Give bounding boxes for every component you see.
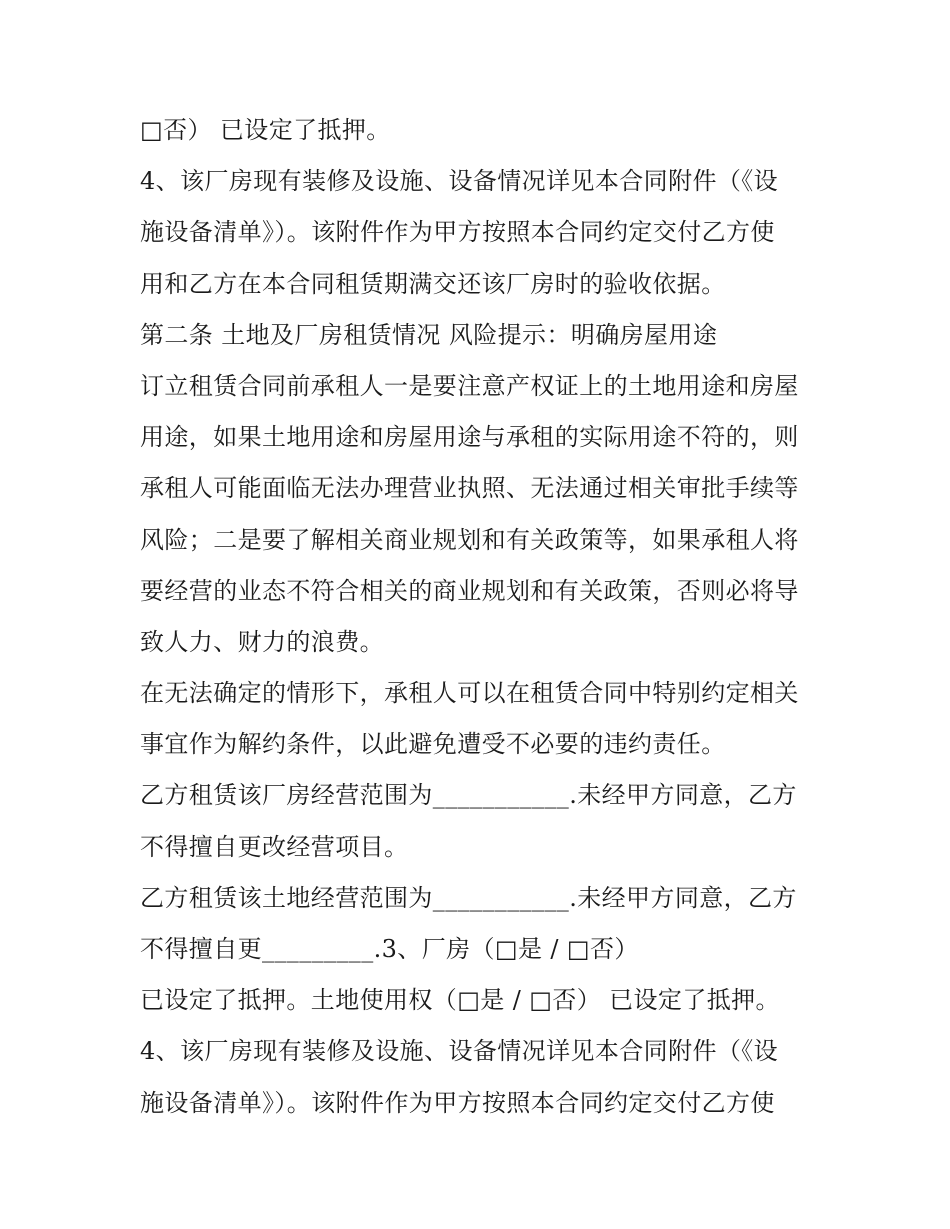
text-line: 4、该厂房现有装修及设施、设备情况详见本合同附件（《设 <box>140 1037 779 1066</box>
text-line: 事宜作为解约条件，以此避免遭受不必要的违约责任。 <box>140 730 726 759</box>
text-line: 不得擅自更_________.3、厂房（□是 / □否） <box>140 935 639 963</box>
section-heading: 第二条 土地及厂房租赁情况 风险提示：明确房屋用途 <box>140 320 718 349</box>
text-line: 订立租赁合同前承租人一是要注意产权证上的土地用途和房屋 <box>140 371 799 400</box>
text-line: 乙方租赁该厂房经营范围为___________.未经甲方同意，乙方 <box>140 781 797 810</box>
text-line: 用途，如果土地用途和房屋用途与承租的实际用途不符的，则 <box>140 423 799 452</box>
text-line: 用和乙方在本合同租赁期满交还该厂房时的验收依据。 <box>140 269 726 298</box>
text-line: 要经营的业态不符合相关的商业规划和有关政策，否则必将导 <box>140 576 799 605</box>
document-body <box>140 105 820 1129</box>
text-line: □否） 已设定了抵押。 <box>140 116 391 144</box>
text-line: 乙方租赁该土地经营范围为___________.未经甲方同意，乙方 <box>140 883 797 912</box>
text-line: 在无法确定的情形下，承租人可以在租赁合同中特别约定相关 <box>140 679 799 708</box>
text-line: 施设备清单》）。该附件作为甲方按照本合同约定交付乙方使 <box>140 1088 775 1117</box>
text-line: 承租人可能面临无法办理营业执照、无法通过相关审批手续等 <box>140 474 799 503</box>
text-line: 施设备清单》）。该附件作为甲方按照本合同约定交付乙方使 <box>140 218 775 247</box>
text-line: 不得擅自更改经营项目。 <box>140 832 409 861</box>
text-line: 风险；二是要了解相关商业规划和有关政策等，如果承租人将 <box>140 525 799 554</box>
text-line: 4、该厂房现有装修及设施、设备情况详见本合同附件（《设 <box>140 167 779 196</box>
text-line: 已设定了抵押。土地使用权（□是 / □否） 已设定了抵押。 <box>140 986 780 1015</box>
text-line: 致人力、财力的浪费。 <box>140 627 384 656</box>
